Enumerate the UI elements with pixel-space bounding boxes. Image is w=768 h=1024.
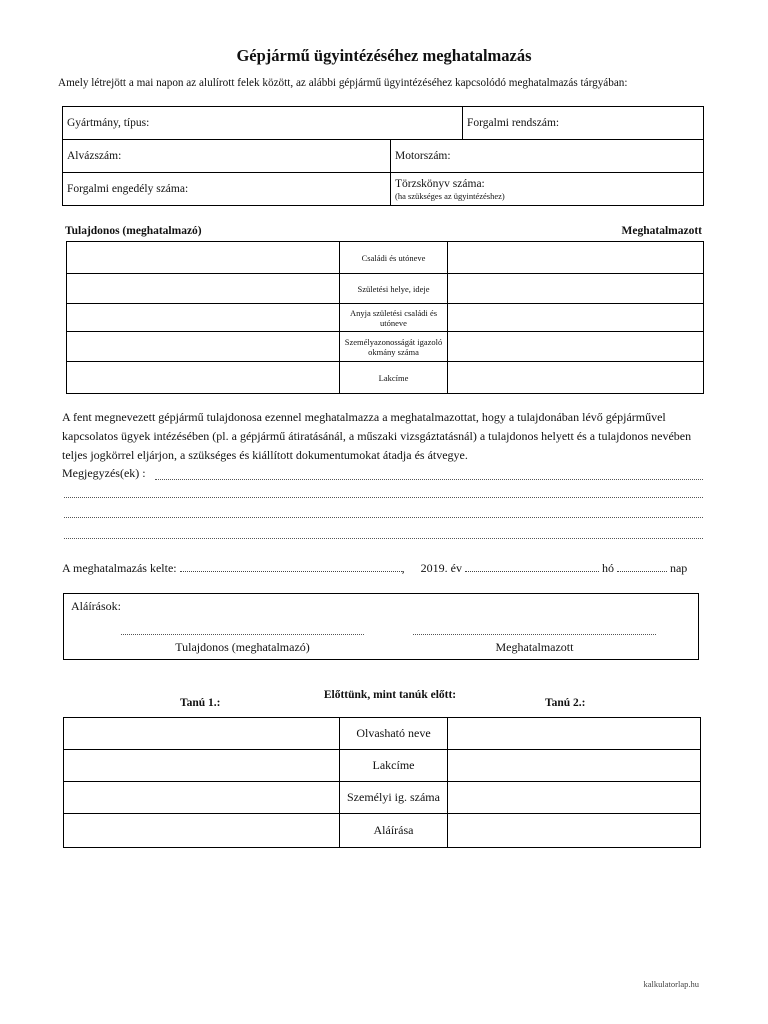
plate-field[interactable] [463,107,704,140]
agent-input[interactable] [448,274,704,304]
reg-cert-label: Forgalmi engedély száma: [67,183,189,195]
agent-signature-line[interactable] [413,634,656,635]
date-place-input[interactable] [180,571,402,572]
date-month-input[interactable] [465,571,599,572]
owner-input[interactable] [67,304,340,332]
signatures-label: Aláírások: [71,599,121,613]
agent-signature-caption: Meghatalmazott [495,640,574,654]
date-day-input[interactable] [617,571,667,572]
field-label: Születési helye, ideje [340,274,448,304]
field-label: Lakcíme [340,362,448,394]
table-row [67,242,704,274]
plate-label: Forgalmi rendszám: [467,117,560,129]
notes-line[interactable] [155,479,703,480]
table-row [64,750,701,782]
agent-input[interactable] [448,242,704,274]
statement-text: A fent megnevezett gépjármű tulajdonosa ezennel meghatalmazza a meghatalmazottat, hogy a tulajdonában lévő gépjárművel kapcsolatos ügyek intézésében (pl. a gépjármű átiratásánál, a műszaki vizsgáztatásnál) a tulajdonos helyett és a tulajdonos nevében teljes jogkörrel eljárjon, a szükséges és kiállított dokumentumokat átadja és átvegye. [62,410,692,462]
reg-cert-field[interactable] [63,173,391,206]
witness-1-header: Tanú 1.: [180,697,221,709]
chassis-field[interactable] [63,140,391,173]
witness-heading: Előttünk, mint tanúk előtt: [323,689,457,701]
table-row [63,173,704,206]
date-row: A meghatalmazás kelte: , 2019. év hó nap [62,561,688,575]
owner-input[interactable] [67,332,340,362]
owner-header: Tulajdonos (meghatalmazó) [65,225,202,237]
logbook-field[interactable] [391,173,704,206]
owner-signature-line[interactable] [121,634,364,635]
owner-input[interactable] [67,362,340,394]
field-label: Személyi ig. száma [340,782,448,814]
table-row [67,304,704,332]
date-year: 2019. év [420,561,462,575]
field-label: Lakcíme [340,750,448,782]
logbook-label: Törzskönyv száma: [395,177,485,190]
table-row [63,140,704,173]
date-label: A meghatalmazás kelte: [62,561,177,575]
table-row [64,718,701,750]
notes-line[interactable] [64,497,703,498]
witness-table [63,717,701,848]
date-month-label: hó [601,561,614,575]
table-row [63,107,704,140]
engine-field[interactable] [391,140,704,173]
field-label: Családi és utóneve [340,242,448,274]
table-row [64,782,701,814]
footer-credit: kalkulatorlap.hu [643,979,699,989]
witness-1-input[interactable] [64,814,340,848]
intro-text: Amely létrejött a mai napon az alulírott felek között, az alábbi gépjármű ügyintézéséhez kapcsolódó meghatalmazás tárgyában: [58,77,628,89]
parties-table [66,241,704,394]
field-label: Személyazonosságát igazoló okmány száma [340,332,448,362]
owner-input[interactable] [67,274,340,304]
notes-line[interactable] [64,538,703,539]
owner-signature-caption: Tulajdonos (meghatalmazó) [175,640,310,654]
chassis-label: Alvázszám: [67,150,122,162]
table-row [67,362,704,394]
witness-2-input[interactable] [448,782,701,814]
witness-1-input[interactable] [64,718,340,750]
witness-1-input[interactable] [64,750,340,782]
witness-1-input[interactable] [64,782,340,814]
vehicle-table [62,106,704,206]
agent-header: Meghatalmazott [621,225,702,237]
make-type-label: Gyártmány, típus: [67,117,150,129]
agent-input[interactable] [448,304,704,332]
notes-line[interactable] [64,517,703,518]
agent-input[interactable] [448,332,704,362]
logbook-note: (ha szükséges az ügyintézéshez) [395,190,505,201]
make-type-field[interactable] [63,107,463,140]
witness-2-input[interactable] [448,718,701,750]
date-day-label: nap [669,561,688,575]
witness-2-header: Tanú 2.: [545,697,586,709]
notes-label: Megjegyzés(ek) : [62,466,146,480]
field-label: Aláírása [340,814,448,848]
witness-2-input[interactable] [448,814,701,848]
signature-box [63,593,699,660]
table-row [67,274,704,304]
witness-2-input[interactable] [448,750,701,782]
table-row [67,332,704,362]
table-row [64,814,701,848]
field-label: Anyja születési családi és utóneve [340,304,448,332]
field-label: Olvasható neve [340,718,448,750]
page-title: Gépjármű ügyintézéséhez meghatalmazás [236,46,532,65]
engine-label: Motorszám: [395,150,451,162]
agent-input[interactable] [448,362,704,394]
owner-input[interactable] [67,242,340,274]
